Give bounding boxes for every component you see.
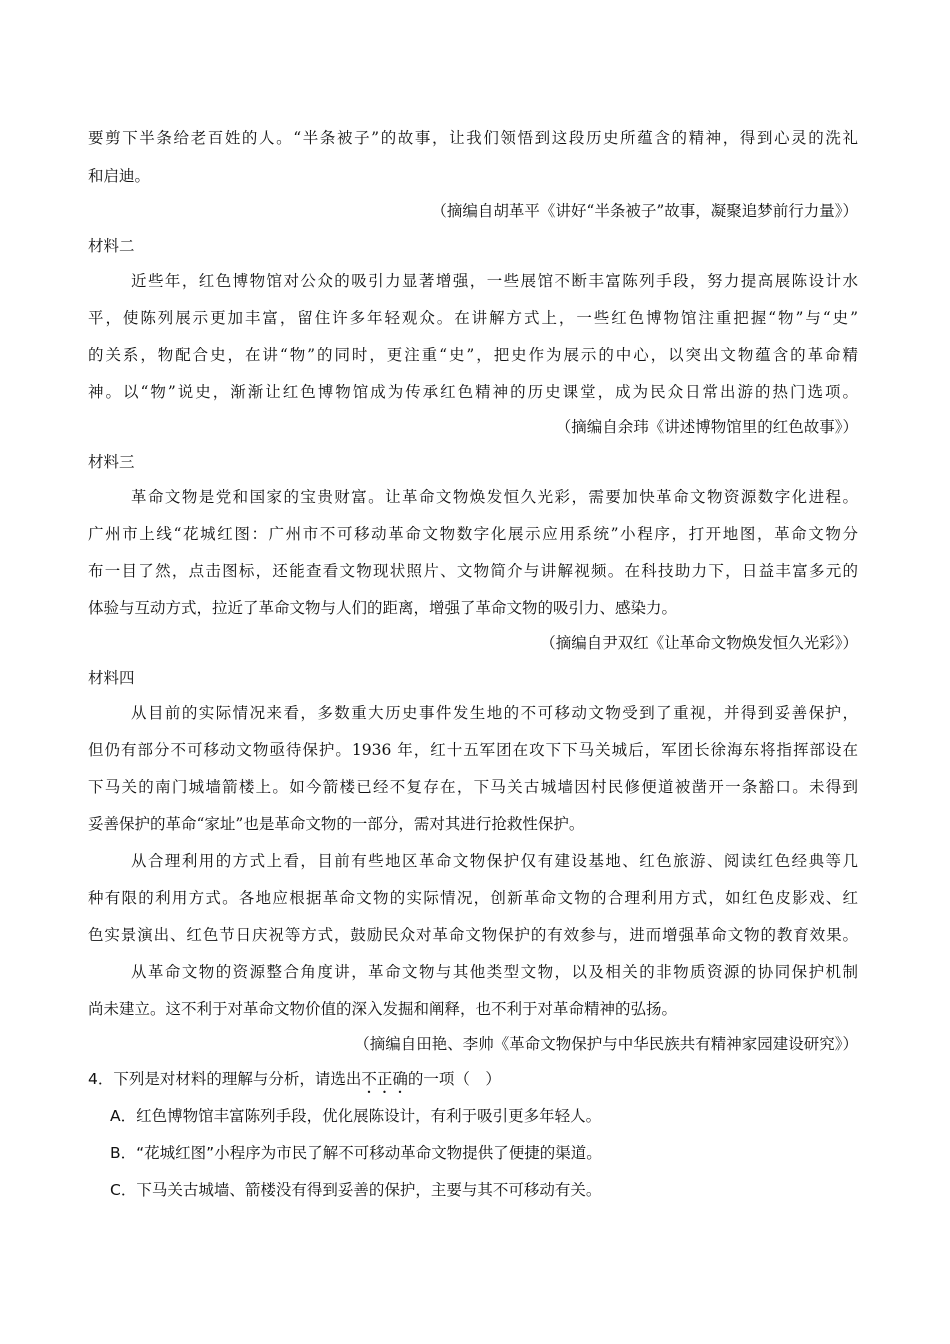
question-stem-before: 4．下列是对材料的理解与分析，请选出 <box>88 1070 362 1088</box>
material4-line: 从革命文物的资源整合角度讲，革命文物与其他类型文物，以及相关的非物质资源的协同保护机制 <box>131 963 858 981</box>
material4-line: 色实景演出、红色节日庆祝等方式，鼓励民众对革命文物保护的有效参与，进而增强革命文物的教育效果。 <box>88 926 858 944</box>
material3-line: 革命文物是党和国家的宝贵财富。让革命文物焕发恒久光彩，需要加快革命文物资源数字化进程。 <box>131 488 858 506</box>
question-stem <box>88 1069 501 1097</box>
material4-line: 下马关的南门城墙箭楼上。如今箭楼已经不复存在，下马关古城墙因村民修便道被凿开一条豁口。未得到 <box>88 778 858 796</box>
material2-heading: 材料二 <box>88 237 135 255</box>
material4-line: 尚未建立。这不利于对革命文物价值的深入发掘和阐释，也不利于对革命精神的弘扬。 <box>88 1000 678 1018</box>
material3-source: （摘编自尹双红《让革命文物焕发恒久光彩》） <box>540 634 858 652</box>
material3-line: 广州市上线“花城红图：广州市不可移动革命文物数字化展示应用系统”小程序，打开地图，革命文物分 <box>88 525 858 543</box>
material1-line: 要剪下半条给老百姓的人。“半条被子”的故事，让我们领悟到这段历史所蕴含的精神，得到心灵的洗礼 <box>88 129 858 147</box>
question-stem-after: 的一项（ ） <box>407 1070 501 1088</box>
option-c[interactable]: C．下马关古城墙、箭楼没有得到妥善的保护，主要与其不可移动有关。 <box>110 1181 602 1199</box>
material2-line: 的关系，物配合史，在讲“物”的同时，更注重“史”，把史作为展示的中心，以突出文物蕴含的革命精 <box>88 346 858 364</box>
material2-line: 神。以“物”说史，渐渐让红色博物馆成为传承红色精神的历史课堂，成为民众日常出游的热门选项。 <box>88 383 858 401</box>
material2-source: （摘编自余玮《讲述博物馆里的红色故事》） <box>555 418 858 436</box>
question-stem-emphasis: 不正确 <box>361 1070 408 1088</box>
material4-line: 从目前的实际情况来看，多数重大历史事件发生地的不可移动文物受到了重视，并得到妥善保护， <box>131 704 858 722</box>
material4-source: （摘编自田艳、李帅《革命文物保护与中华民族共有精神家园建设研究》） <box>354 1035 858 1053</box>
material2-line: 近些年，红色博物馆对公众的吸引力显著增强，一些展馆不断丰富陈列手段，努力提高展陈设计水 <box>131 272 858 290</box>
option-b[interactable]: B．“花城红图”小程序为市民了解不可移动革命文物提供了便捷的渠道。 <box>110 1144 602 1162</box>
material4-line: 从合理利用的方式上看，目前有些地区革命文物保护仅有建设基地、红色旅游、阅读红色经典等几 <box>131 852 858 870</box>
material3-line: 体验与互动方式，拉近了革命文物与人们的距离，增强了革命文物的吸引力、感染力。 <box>88 599 678 617</box>
material2-line: 平，使陈列展示更加丰富，留住许多年轻观众。在讲解方式上，一些红色博物馆注重把握“物”与“史” <box>88 309 858 327</box>
material4-line: 妥善保护的革命“家址”也是革命文物的一部分，需对其进行抢救性保护。 <box>88 815 585 833</box>
material4-line: 但仍有部分不可移动文物亟待保护。1936 年，红十五军团在攻下下马关城后，军团长徐海东将指挥部设在 <box>88 741 858 759</box>
material1-line: 和启迪。 <box>88 167 151 185</box>
material3-heading: 材料三 <box>88 453 135 471</box>
option-a[interactable]: A．红色博物馆丰富陈列手段，优化展陈设计，有利于吸引更多年轻人。 <box>110 1107 602 1125</box>
material4-line: 种有限的利用方式。各地应根据革命文物的实际情况，创新革命文物的合理利用方式，如红色皮影戏、红 <box>88 889 858 907</box>
material3-line: 布一目了然，点击图标，还能查看文物现状照片、文物简介与讲解视频。在科技助力下，日益丰富多元的 <box>88 562 858 580</box>
material1-source: （摘编自胡革平《讲好“半条被子”故事，凝聚追梦前行力量》） <box>431 202 858 220</box>
material4-heading: 材料四 <box>88 669 135 687</box>
